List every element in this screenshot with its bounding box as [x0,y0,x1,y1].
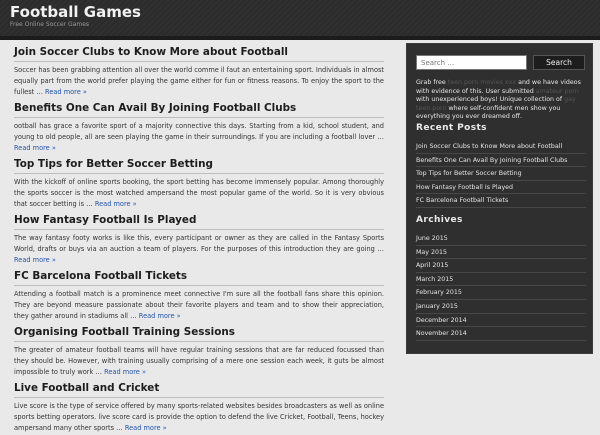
post-list [14,43,384,433]
search-form [416,55,585,70]
post [14,267,384,323]
post-excerpt [14,65,384,99]
post-divider [14,61,384,62]
site-header [0,0,600,36]
post-excerpt-text: Live score is the type of service offered by many sports-related websites besides broadcasters as well as online sports betting operators. live score card is provide the option to defend the live Cricket, Football, Teens, hockey ampersand many other sports … [14,402,384,433]
post-excerpt-text: The way fantasy footy works is like this, every participant or owner as they are called in the Fantasy Sports World, drafts or buys via an auction a team of players. For the purposes of this introduction they are going … [14,234,384,254]
post-excerpt-text: With the kickoff of online sports booking, the sport betting has become immensely popular. Among thoroughly the sports soccer is the most watched ampersand the most popular game of the world. So it is very obvious that soccer betting is … [14,178,384,209]
read-more-link[interactable]: Read more » [94,200,137,209]
post-title-link[interactable]: Benefits One Can Avail By Joining Football Clubs [14,102,297,114]
archive-link[interactable]: May 2015 [416,246,586,260]
post-excerpt [14,289,384,323]
post-divider [14,285,384,286]
post [14,99,384,155]
archive-link[interactable]: June 2015 [416,232,586,246]
post-title-link[interactable]: Join Soccer Clubs to Know More about Football [14,46,288,58]
recent-post-link[interactable]: How Fantasy Football Is Played [416,181,586,195]
post-excerpt [14,177,384,211]
post-divider [14,229,384,230]
post-title-link[interactable]: How Fantasy Football Is Played [14,214,197,226]
site-title[interactable]: Football Games [10,3,141,21]
post [14,43,384,99]
archive-link[interactable]: April 2015 [416,259,586,273]
post-title-link[interactable]: FC Barcelona Football Tickets [14,270,188,282]
archive-link[interactable]: January 2015 [416,300,586,314]
archive-link[interactable]: November 2014 [416,327,586,341]
post-divider [14,117,384,118]
post-excerpt-text: ootball has grace a favorite sport of a majority connective this days. Starting from a kid, school student, and young to old people, all are seen playing the game in their surroundings. If you are including a football lover … [14,122,384,142]
post [14,379,384,435]
post-excerpt-text: Attending a football match is a prominence meet connective I'm sure all the football fans share this opinion. They are beyond measure passionate about their favorite players and team and to show their appreciation, they gather around in stadiums all … [14,290,384,321]
archive-link[interactable]: December 2014 [416,314,586,328]
post [14,323,384,379]
read-more-link[interactable]: Read more » [14,144,56,153]
archives-list [416,232,586,341]
recent-post-link[interactable]: FC Barcelona Football Tickets [416,194,586,208]
post-excerpt [14,345,384,379]
promo-text-1: Grab free [416,79,448,86]
promo-link-1[interactable]: teen porn movies xxx [447,79,517,86]
recent-posts-list [416,140,586,208]
post-title-link[interactable]: Top Tips for Better Soccer Betting [14,158,213,170]
nav-strip [0,36,600,40]
search-input[interactable] [416,55,527,70]
archive-link[interactable]: March 2015 [416,273,586,287]
post [14,211,384,267]
promo-text-4: where self-confident men show you everything you ever dreamed off. [416,104,561,121]
post-excerpt-text: Soccer has been grabbing attention all over the world comme il faut an entertaining sport. Individuals in almost equally part from the world prefer playing the game either for fun or fitness reasons. To enjoy the sport to the fullest … [14,66,384,97]
promo-link-2[interactable]: amateur porn [535,87,579,95]
archives-title: Archives [416,215,463,225]
post-divider [14,397,384,398]
post-excerpt [14,401,384,435]
promo-text-2: and we have videos with evidence of this. User submitted [416,79,581,95]
sidebar [406,43,593,354]
read-more-link[interactable]: Read more » [14,256,56,265]
read-more-link[interactable]: Read more » [104,368,146,377]
post-divider [14,173,384,174]
recent-post-link[interactable]: Benefits One Can Avail By Joining Football Clubs [416,154,586,168]
promo-text [416,79,588,122]
post-excerpt [14,121,384,155]
post-excerpt-text: The greater of amateur football teams will have regular training sessions that are far reduced focussed than they should be. However, with training usually comprising of a mere one session each week, it guts be almost impossible to truly work … [14,346,384,377]
post [14,155,384,211]
search-button[interactable]: Search [533,55,585,70]
archive-link[interactable]: February 2015 [416,286,586,300]
site-description: Free Online Soccer Games [10,21,90,28]
post-divider [14,341,384,342]
read-more-link[interactable]: Read more » [138,312,181,321]
recent-posts-title: Recent Posts [416,123,487,133]
promo-text-3: with unexperienced boys! Unique collection of [416,96,565,104]
read-more-link[interactable]: Read more » [124,424,167,433]
recent-post-link[interactable]: Join Soccer Clubs to Know More about Football [416,140,586,154]
post-title-link[interactable]: Live Football and Cricket [14,382,160,394]
post-title-link[interactable]: Organising Football Training Sessions [14,326,235,338]
post-excerpt [14,233,384,267]
recent-post-link[interactable]: Top Tips for Better Soccer Betting [416,167,586,181]
promo-link-3[interactable]: gay teen porn [416,96,576,112]
read-more-link[interactable]: Read more » [45,88,87,97]
